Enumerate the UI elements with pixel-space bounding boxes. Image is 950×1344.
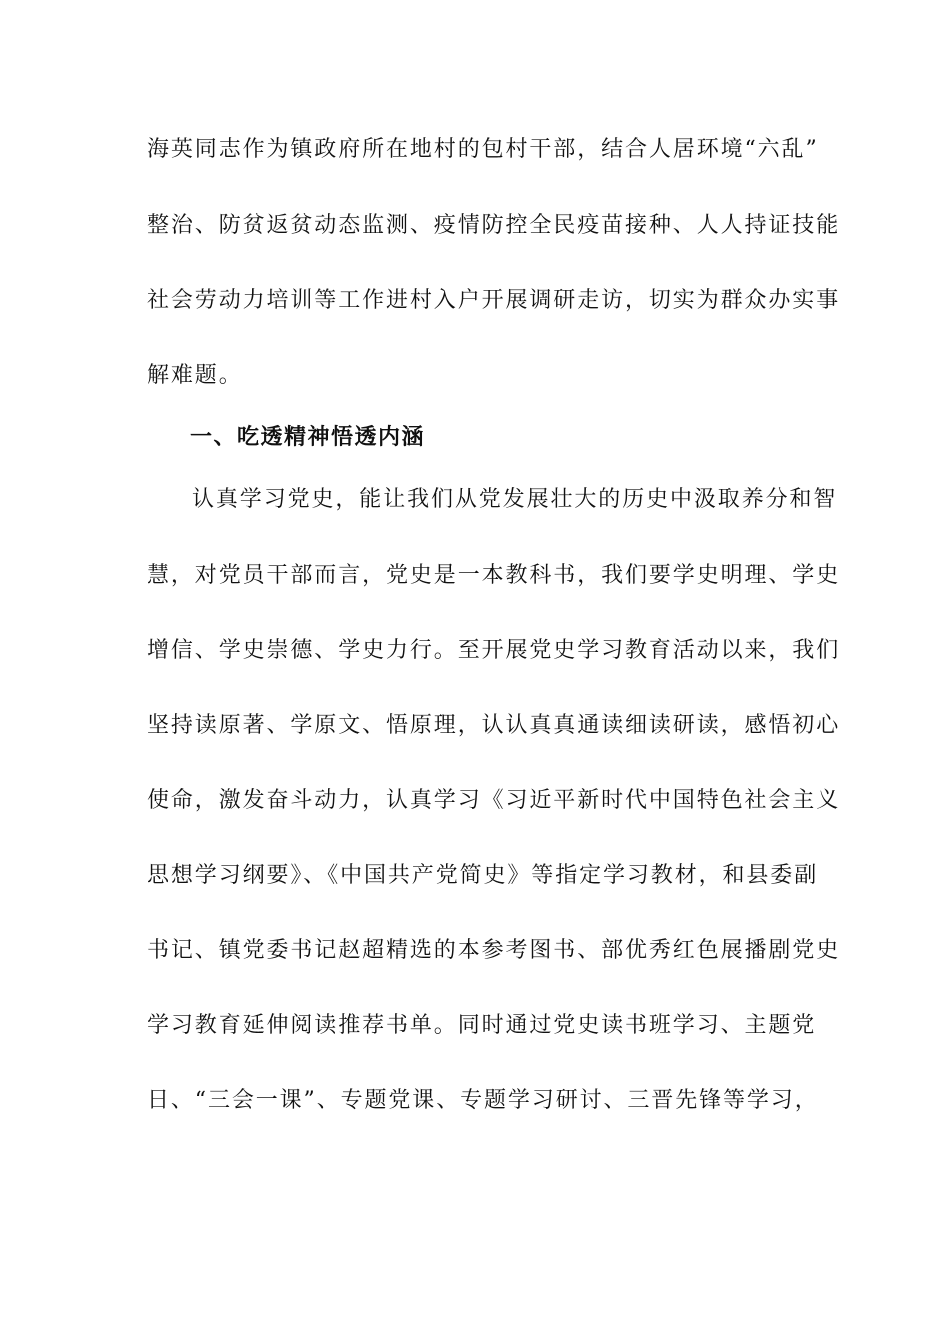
paragraph-1-line-2: 整治、防贫返贫动态监测、疫情防控全民疫苗接种、人人持证技能 [147,213,841,238]
paragraph-2-line-2: 慧，对党员干部而言，党史是一本教科书，我们要学史明理、学史 [147,563,841,588]
paragraph-2-line-4: 坚持读原著、学原文、悟原理，认认真真通读细读研读，感悟初心 [147,713,841,738]
paragraph-2-line-3: 增信、学史崇德、学史力行。至开展党史学习教育活动以来，我们 [147,638,841,663]
section-heading: 一、吃透精神悟透内涵 [190,425,426,450]
paragraph-2-line-8: 学习教育延伸阅读推荐书单。同时通过党史读书班学习、主题党 [147,1013,817,1038]
paragraph-2-line-1: 认真学习党史，能让我们从党发展壮大的历史中汲取养分和智 [192,487,838,512]
paragraph-1-line-1: 海英同志作为镇政府所在地村的包村干部，结合人居环境“六乱” [147,137,819,162]
paragraph-1-line-4: 解难题。 [147,363,243,388]
paragraph-2-line-6: 思想学习纲要》、《中国共产党简史》等指定学习教材，和县委副 [147,863,819,888]
paragraph-2-line-9: 日、“三会一课”、专题党课、专题学习研讨、三晋先锋等学习， [147,1088,819,1113]
paragraph-1-line-3: 社会劳动力培训等工作进村入户开展调研走访，切实为群众办实事 [147,288,841,313]
paragraph-2-line-7: 书记、镇党委书记赵超精选的本参考图书、部优秀红色展播剧党史 [147,938,841,963]
paragraph-2-line-5: 使命，激发奋斗动力，认真学习《习近平新时代中国特色社会主义 [147,788,841,813]
